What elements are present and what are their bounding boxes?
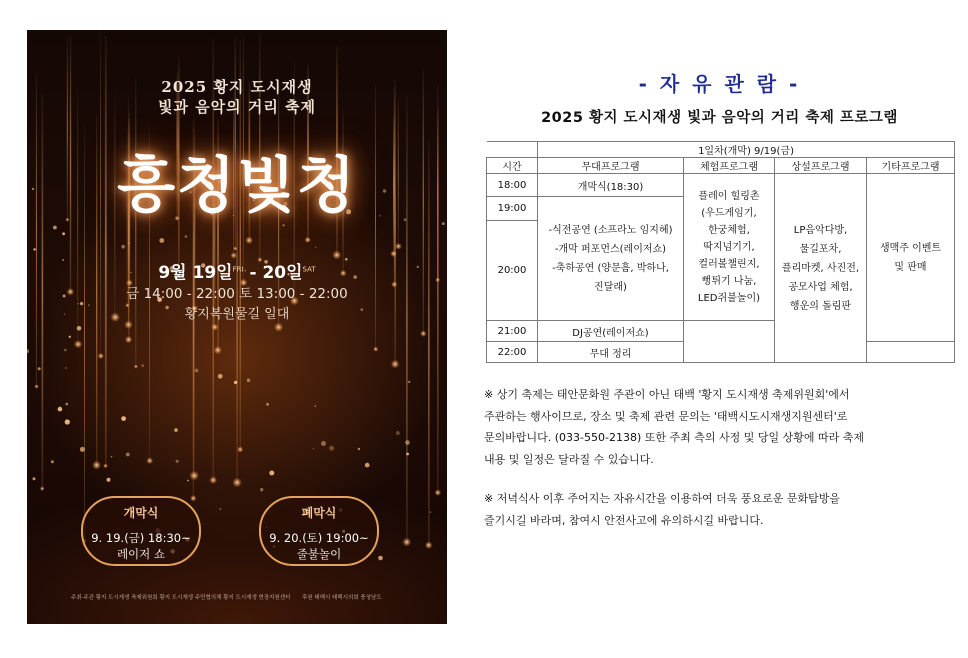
bokeh-dot <box>121 416 126 421</box>
bokeh-dot <box>378 556 383 561</box>
etc-cell <box>867 174 955 342</box>
notice-line: ※ 저녁식사 이후 주어지는 자유시간을 이용하여 더욱 풍요로운 문화탐방을 <box>484 492 840 505</box>
stage-opening: 개막식(18:30) <box>538 174 684 197</box>
etc-line: 생맥주 이벤트 <box>879 242 942 254</box>
bokeh-dot <box>65 367 66 368</box>
light-ray-drop <box>390 250 397 257</box>
etc-line: 및 판매 <box>894 261 927 273</box>
light-ray-drop <box>190 495 197 502</box>
bokeh-dot <box>111 456 113 458</box>
time-cell: 18:00 <box>487 174 538 197</box>
bokeh-dot <box>218 374 223 379</box>
poster-hours: 금 14:00 - 22:00 토 13:00 - 22:00 <box>126 286 348 302</box>
bokeh-dot <box>406 453 409 456</box>
table-day-row <box>487 142 955 158</box>
bokeh-dot <box>174 428 178 432</box>
col-header-etc: 기타프로그램 <box>867 158 955 174</box>
time-cell: 20:00 <box>487 221 538 321</box>
time-cell: 22:00 <box>487 342 538 363</box>
bokeh-dot <box>69 336 71 338</box>
poster-subtitle-line2: 빛과 음악의 거리 축제 <box>157 98 317 116</box>
stage-line: -축하공연 (양문흠, 박하나, <box>552 262 669 274</box>
light-ray-drop <box>425 541 433 549</box>
bokeh-dot <box>408 381 410 383</box>
opening-title: 개막식 <box>123 506 159 520</box>
permanent-line: 물길포차, <box>799 243 842 255</box>
light-ray-drop <box>146 457 153 464</box>
bokeh-dot <box>195 369 199 373</box>
stage-dj: DJ공연(레이저쇼) <box>538 321 684 342</box>
light-ray-drop <box>395 243 402 250</box>
poster-title: 흥청빛청 <box>117 151 357 221</box>
experience-line: (우드게임기, <box>701 207 757 219</box>
bokeh-dot <box>77 326 82 331</box>
notice-paragraph-1 <box>484 384 914 470</box>
bokeh-dot <box>269 471 274 476</box>
poster-place: 황지복원물길 일대 <box>184 307 290 322</box>
bokeh-dot <box>247 379 251 383</box>
light-ray-drop <box>189 471 199 481</box>
bokeh-dot <box>107 478 111 482</box>
light-ray-drop <box>434 489 441 496</box>
bokeh-dot <box>321 441 326 446</box>
permanent-line: 플리마켓, 사진전, <box>781 262 860 274</box>
bokeh-dot <box>283 224 285 226</box>
program-title: 2025 황지 도시재생 빛과 음악의 거리 축제 프로그램 <box>541 110 898 126</box>
closing-date: 9. 20.(토) 19:00~ <box>269 531 369 545</box>
light-ray-drop <box>420 330 427 337</box>
bokeh-dot <box>315 405 316 406</box>
experience-line: 뻥튀기 나눔, <box>701 275 757 287</box>
free-viewing-heading: - 자 유 관 람 - <box>638 72 801 96</box>
light-ray-drop <box>103 464 108 469</box>
poster-date-end: - 20일 <box>249 263 303 283</box>
table-header-row <box>487 158 955 174</box>
bokeh-dot <box>126 453 130 457</box>
etc-empty-cell <box>867 342 955 363</box>
permanent-line: LP음악다방, <box>793 224 848 236</box>
stage-close: 무대 정리 <box>538 342 684 363</box>
bokeh-dot <box>313 448 314 449</box>
bokeh-dot <box>33 248 35 250</box>
time-cell: 21:00 <box>487 321 538 342</box>
bokeh-dot <box>141 364 144 367</box>
experience-line: LED쥐불놀이) <box>697 292 761 304</box>
bokeh-dot <box>365 463 370 468</box>
light-ray-drop <box>391 360 400 369</box>
light-ray-drop <box>92 461 101 470</box>
experience-empty-cell <box>684 321 775 363</box>
bokeh-dot <box>185 235 188 238</box>
experience-line: 플레이 힐링촌 <box>698 190 760 202</box>
bokeh-dot <box>187 480 189 482</box>
light-ray <box>36 73 37 386</box>
poster-subtitle-line1: 2025 황지 도시재생 <box>161 78 313 96</box>
bokeh-dot <box>159 238 164 243</box>
poster-dates <box>27 258 447 283</box>
bokeh-dot <box>53 226 57 230</box>
festival-poster <box>27 30 447 624</box>
light-ray-drop <box>237 446 243 452</box>
bokeh-dot <box>65 419 70 424</box>
light-ray-drop <box>40 486 45 491</box>
permanent-cell <box>775 174 867 363</box>
light-ray-drop <box>125 336 133 344</box>
bokeh-dot <box>66 403 69 406</box>
experience-line: 한궁체험, <box>708 224 750 236</box>
opening-date: 9. 19.(금) 18:30~ <box>91 531 191 545</box>
poster-date-end-day: SAT <box>302 265 316 274</box>
col-header-experience: 체험프로그램 <box>684 158 775 174</box>
notice-line: ※ 상기 축제는 태안문화원 주관이 아닌 태백 '황지 도시재생 축제위원회'에서 <box>484 388 850 401</box>
bokeh-dot <box>38 367 41 370</box>
bokeh-dot <box>220 508 222 510</box>
light-ray-drop <box>214 346 222 354</box>
light-ray-drop <box>34 384 39 389</box>
light-ray-drop <box>402 538 411 547</box>
bokeh-dot <box>358 448 360 450</box>
bokeh-dot <box>315 247 316 248</box>
opening-event: 레이저 쇼 <box>116 547 166 561</box>
light-ray-drop <box>209 476 217 484</box>
permanent-line: 공모사업 체험, <box>788 281 853 293</box>
opening-ceremony-badge <box>81 496 201 566</box>
light-ray-drop <box>274 323 283 332</box>
bokeh-dot <box>396 431 400 435</box>
poster-date-start-day: FRI <box>232 265 244 274</box>
bokeh-dot <box>430 511 432 513</box>
notice-line: 내용 및 일정은 달라질 수 있습니다. <box>484 452 654 466</box>
bokeh-dot <box>329 446 334 451</box>
light-ray-drop <box>98 353 104 359</box>
bokeh-dot <box>266 403 269 406</box>
light-ray-drop <box>232 478 242 488</box>
notice-line: 즐기시길 바라며, 참여시 안전사고에 유의하시길 바랍니다. <box>484 513 764 527</box>
bokeh-dot <box>128 242 130 244</box>
bokeh-dot <box>58 407 63 412</box>
notice-line: 주관하는 행사이므로, 장소 및 축제 관련 문의는 '태백시도시재생지원센터'로 <box>484 409 848 423</box>
poster-footer-sponsors: 후원 태백시 태백시의회 충청남도 <box>302 595 382 601</box>
bokeh-dot <box>121 245 125 249</box>
light-ray-drop <box>304 237 311 244</box>
bokeh-dot <box>176 460 179 463</box>
experience-line: 딱지넘기기, <box>703 241 755 253</box>
col-header-time: 시간 <box>487 158 538 174</box>
poster-footer-organizers: 주최·주관 황지 도시재생 축제위원회 황지 도시재생 주민협의체 황지 도시재생 현장지원센터 <box>71 595 291 601</box>
light-ray-drop <box>74 340 83 349</box>
notice-paragraph-2 <box>484 488 914 531</box>
light-ray-drop <box>245 236 253 244</box>
permanent-line: 행운의 돌림판 <box>789 300 852 312</box>
stage-line: -개막 퍼포먼스(레이저쇼) <box>554 243 667 255</box>
empty-corner-cell <box>487 142 538 158</box>
col-header-stage: 무대프로그램 <box>538 158 684 174</box>
col-header-permanent: 상설프로그램 <box>775 158 867 174</box>
bokeh-dot <box>62 232 65 235</box>
bokeh-dot <box>27 349 29 353</box>
experience-line: 컬러볼챌린지, <box>698 258 760 270</box>
bokeh-dot <box>260 488 263 491</box>
bokeh-dot <box>80 447 85 452</box>
light-ray-drop <box>373 346 378 351</box>
day-label: 1일차(개막) 9/19(금) <box>538 142 955 158</box>
stage-line: -식전공연 (소프라노 임지혜) <box>548 224 673 236</box>
table-row <box>487 174 955 197</box>
bokeh-dot <box>51 460 54 463</box>
light-ray-drop <box>134 364 138 368</box>
bokeh-dot <box>234 381 237 384</box>
closing-ceremony-badge <box>259 496 379 566</box>
stage-performances <box>538 197 684 321</box>
time-cell: 19:00 <box>487 197 538 221</box>
program-table <box>486 141 955 363</box>
stage-line: 진달래) <box>594 281 627 293</box>
experience-cell <box>684 174 775 321</box>
bokeh-dot <box>405 440 410 445</box>
closing-title: 폐막식 <box>301 506 337 520</box>
poster-date-start: 9월 19일 <box>158 263 233 283</box>
notice-line: 문의바랍니다. (033-550-2138) 또한 주최 측의 사정 및 당일 상황에 따라 축제 <box>484 431 864 444</box>
closing-event: 줄불놀이 <box>296 547 342 561</box>
bokeh-dot <box>33 477 36 480</box>
bokeh-dot <box>64 349 67 352</box>
